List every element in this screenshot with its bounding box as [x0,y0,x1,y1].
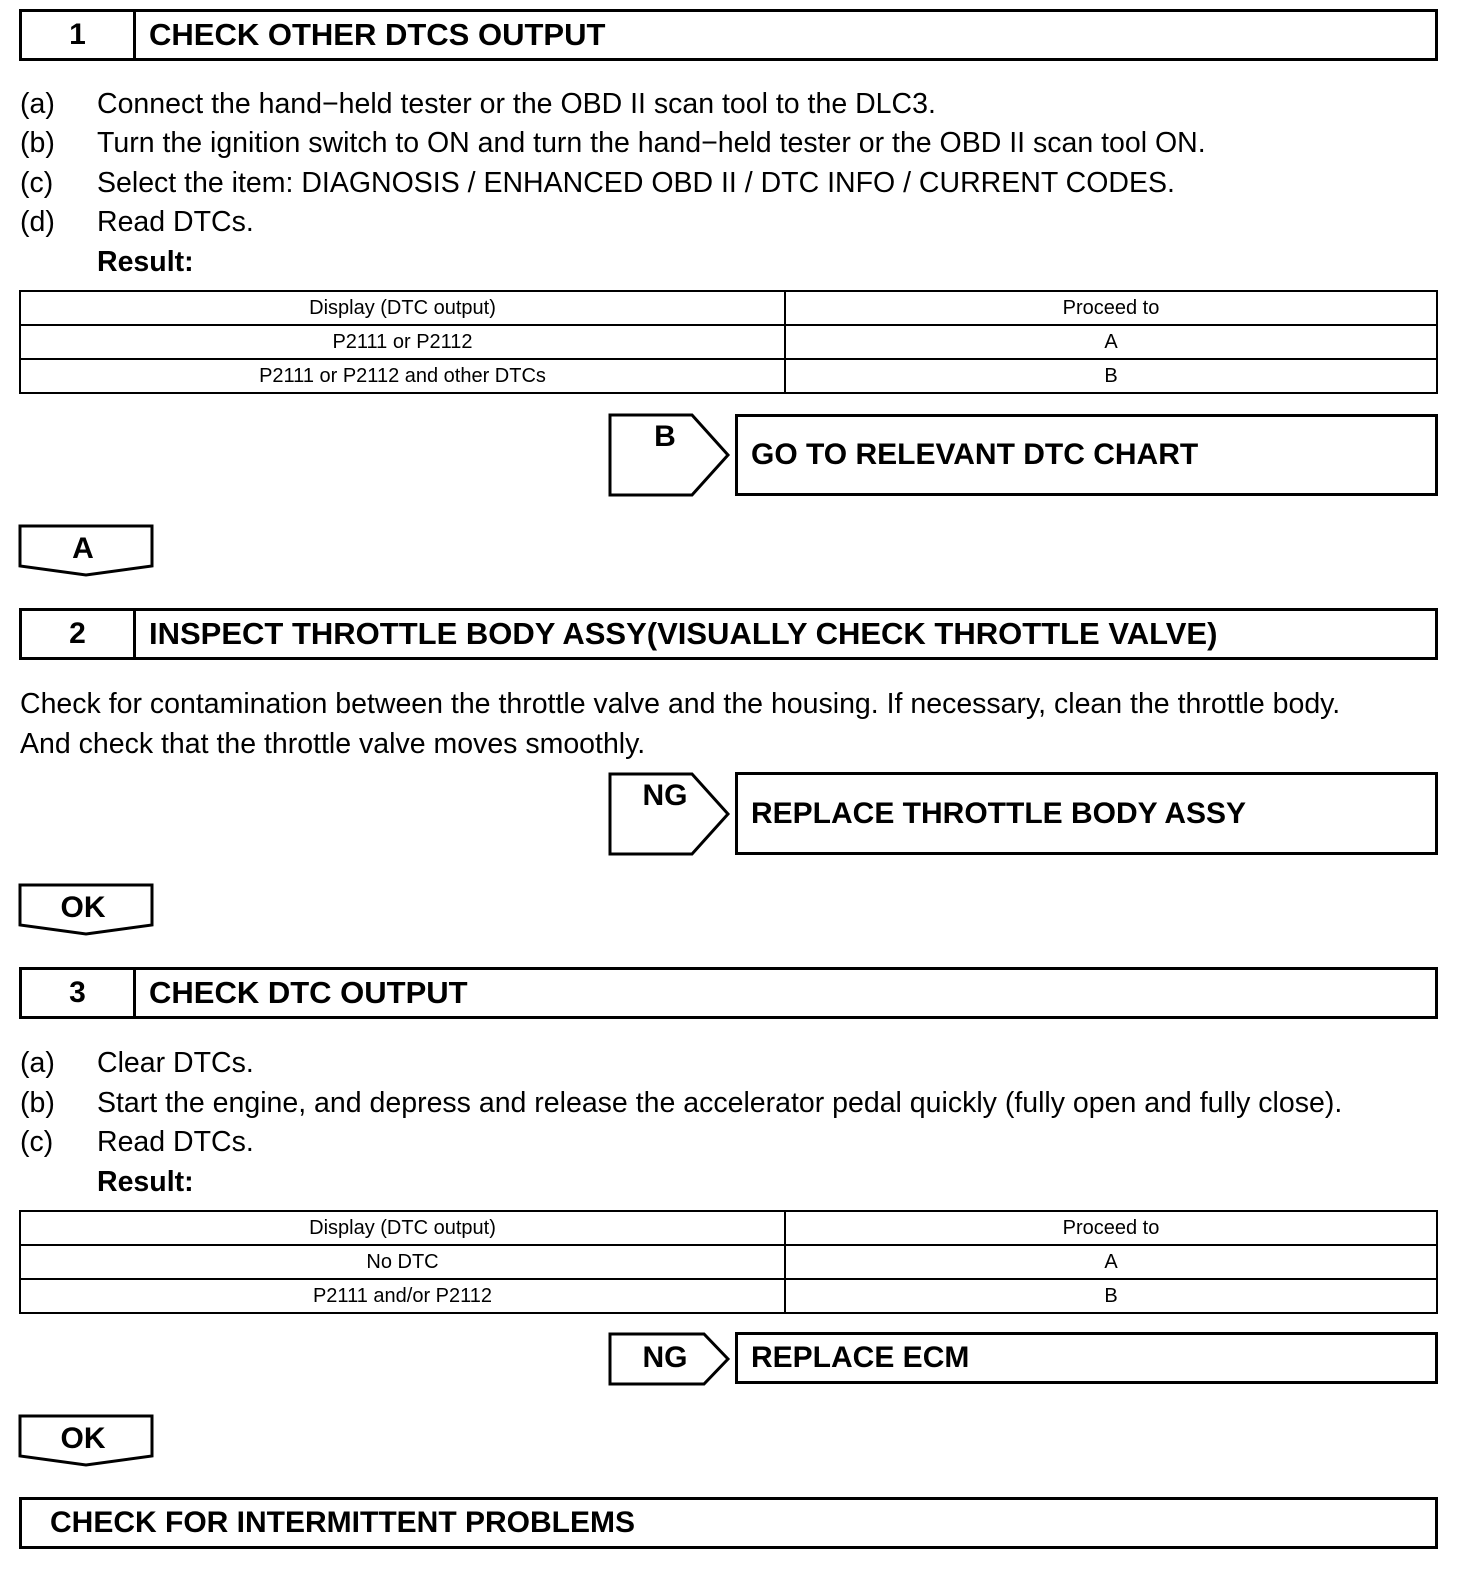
step-title: CHECK DTC OUTPUT [149,975,468,1010]
step-2-header [19,608,1438,660]
table-row [20,1245,1437,1279]
instruction-label: (d) [20,206,55,238]
table-cell: B [785,1279,1437,1313]
paragraph-line: Check for contamination between the throttle valve and the housing. If necessary, clean the throttle body. [20,688,1341,720]
instruction-label: (b) [20,1087,55,1119]
branch-label: B [654,420,676,453]
result-label: Result: [97,246,194,278]
table-cell: P2111 and/or P2112 [20,1279,785,1313]
table-row [20,1279,1437,1313]
table-header-cell: Display (DTC output) [20,291,785,325]
step-3-header [19,967,1438,1019]
instruction-text: Clear DTCs. [97,1047,254,1079]
table-header-cell: Display (DTC output) [20,1211,785,1245]
branch-label: NG [642,779,688,812]
table-header-row [20,291,1437,325]
instruction-text: Read DTCs. [97,206,254,238]
next-label: OK [60,1422,106,1455]
instruction-text: Select the item: DIAGNOSIS / ENHANCED OBD II / DTC INFO / CURRENT CODES. [97,167,1175,199]
instruction-text: Read DTCs. [97,1126,254,1158]
table-header-row [20,1211,1437,1245]
step-1-header [19,9,1438,61]
instruction-text: Turn the ignition switch to ON and turn the hand−held tester or the OBD II scan tool ON. [97,127,1206,159]
instruction-label: (a) [20,1047,55,1079]
step-number: 3 [22,970,136,1016]
step-number: 2 [22,611,136,657]
table-cell: B [785,359,1437,393]
instruction-label: (a) [20,88,55,120]
action-box: GO TO RELEVANT DTC CHART [735,414,1438,496]
instruction-text: Start the engine, and depress and release the accelerator pedal quickly (fully open and fully close). [97,1087,1343,1119]
result-table [19,290,1438,394]
instruction-label: (c) [20,167,54,199]
table-row [20,325,1437,359]
step-title: CHECK OTHER DTCS OUTPUT [149,17,606,52]
result-label: Result: [97,1166,194,1198]
result-table [19,1210,1438,1314]
step-number: 1 [22,12,136,58]
table-row [20,359,1437,393]
table-header-cell: Proceed to [785,291,1437,325]
table-cell: P2111 or P2112 [20,325,785,359]
instruction-text: Connect the hand−held tester or the OBD II scan tool to the DLC3. [97,88,936,120]
instruction-label: (c) [20,1126,54,1158]
table-cell: A [785,1245,1437,1279]
table-cell: No DTC [20,1245,785,1279]
table-cell: A [785,325,1437,359]
next-label: A [72,532,94,565]
step-title: INSPECT THROTTLE BODY ASSY(VISUALLY CHECK THROTTLE VALVE) [149,616,1218,651]
table-cell: P2111 or P2112 and other DTCs [20,359,785,393]
table-header-cell: Proceed to [785,1211,1437,1245]
action-box: REPLACE THROTTLE BODY ASSY [735,772,1438,855]
instruction-label: (b) [20,127,55,159]
branch-label: NG [642,1341,688,1374]
paragraph-line: And check that the throttle valve moves smoothly. [20,728,646,760]
final-action-box: CHECK FOR INTERMITTENT PROBLEMS [19,1497,1438,1549]
next-label: OK [60,891,106,924]
action-box: REPLACE ECM [735,1332,1438,1384]
